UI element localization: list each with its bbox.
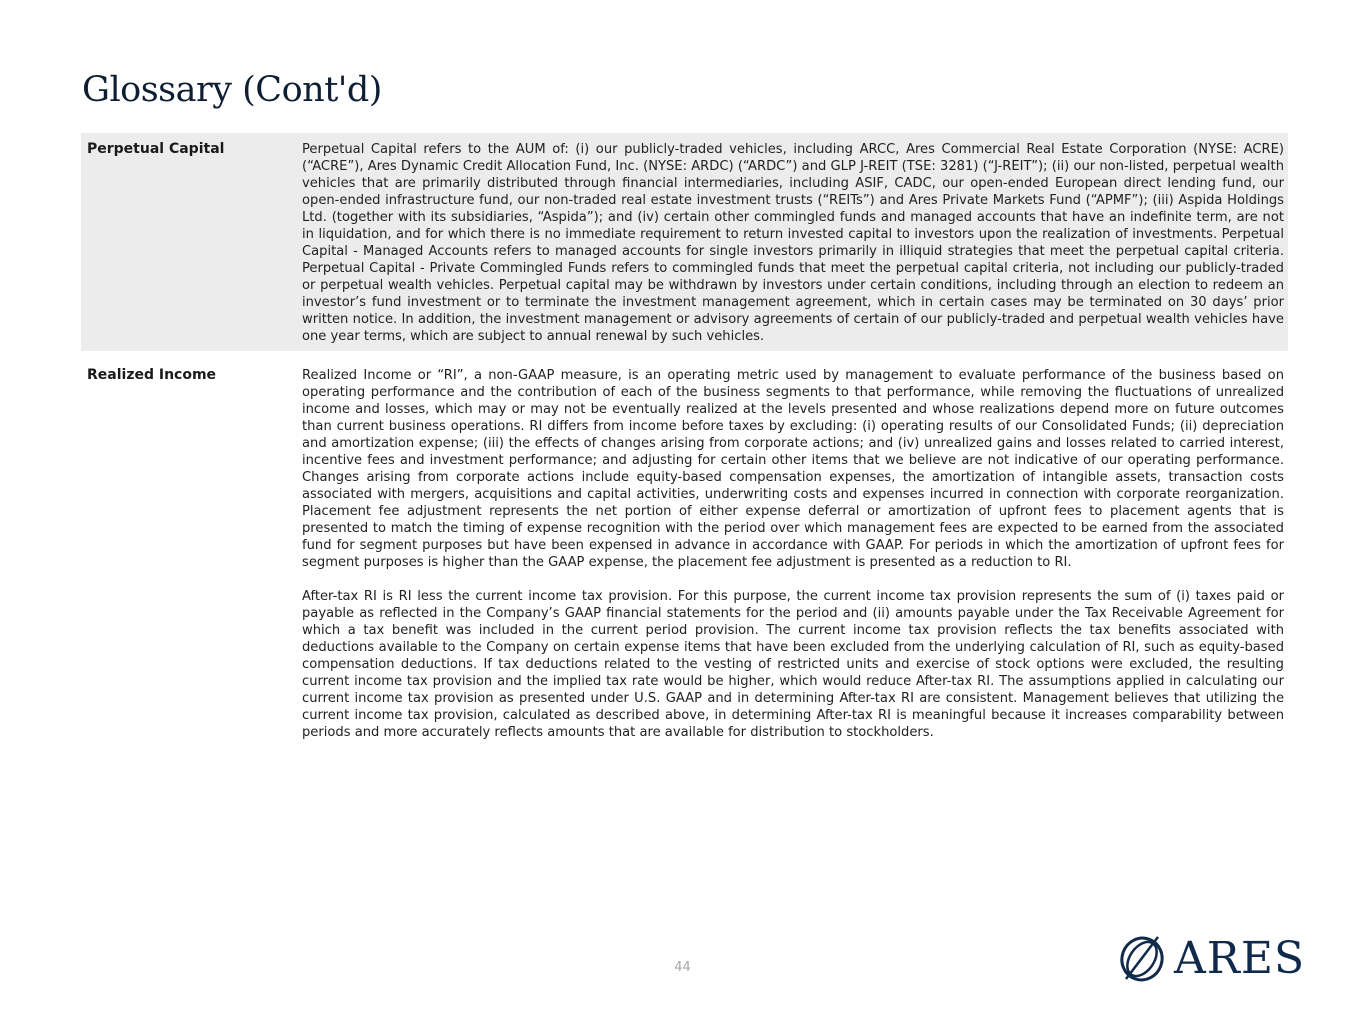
ares-logo bbox=[1118, 930, 1305, 986]
logo-wordmark: ARES bbox=[1174, 932, 1306, 984]
definition-paragraph: Perpetual Capital refers to the AUM of: (i) our publicly-traded vehicles, including ARCC, Ares Commercial Real Estate Corporation (NYSE: ACRE) (“ACRE”), Ares Dynamic Credit Allocation Fund, Inc. (NYSE: ARDC) (“ARDC”) and GLP J-REIT (TSE: 3281) (“J-REIT”); (ii) our non-listed, perpetual wealth vehicles that are primarily distributed through financial intermediaries, including ASIF, CADC, our open-ended European direct lending fund, our open-ended infrastructure fund, our non-traded real estate investment trusts (“REITs”) and Ares Private Markets Fund (“APMF”); (iii) Aspida Holdings Ltd. (together with its subsidiaries, “Aspida”); and (iv) certain other commingled funds and managed accounts that have an indefinite term, are not in liquidation, and for which there is no immediate requirement to return invested capital to investors upon the realization of investments. Perpetual Capital - Managed Accounts refers to managed accounts for single investors primarily in illiquid strategies that meet the perpetual capital criteria. Perpetual Capital - Private Commingled Funds refers to commingled funds that meet the perpetual capital criteria, not including our publicly-traded or perpetual wealth vehicles. Perpetual capital may be withdrawn by investors under certain conditions, including through an election to redeem an investor’s fund investment or to terminate the investment management agreement, which in certain cases may be terminated on 30 days’ prior written notice. In addition, the investment management or advisory agreements of certain of our publicly-traded and perpetual wealth vehicles have one year terms, which are subject to annual renewal by such vehicles. bbox=[302, 142, 1284, 344]
ares-emblem-icon bbox=[1118, 931, 1166, 985]
glossary-definition bbox=[296, 133, 1288, 351]
glossary-entry-realized-income bbox=[81, 359, 1288, 745]
definition-paragraph: Realized Income or “RI”, a non-GAAP measure, is an operating metric used by management to evaluate performance of the business based on operating performance and the contribution of each of the business segments to that performance, while removing the fluctuations of unrealized income and losses, which may or may not be eventually realized at the levels presented and whose realizations depend more on future outcomes than current business operations. RI differs from income before taxes by excluding: (i) operating results of our Consolidated Funds; (ii) depreciation and amortization expense; (iii) the effects of changes arising from corporate actions; and (iv) unrealized gains and losses related to carried interest, incentive fees and investment performance; and adjusting for certain other items that we believe are not indicative of our operating performance. Changes arising from corporate actions include equity-based compensation expenses, the amortization of intangible assets, transaction costs associated with mergers, acquisitions and capital activities, underwriting costs and expenses incurred in connection with corporate reorganization. Placement fee adjustment represents the net portion of either expense deferral or amortization of upfront fees to placement agents that is presented to match the timing of expense recognition with the period over which management fees are expected to be earned from the associated fund for segment purposes but have been expensed in advance in accordance with GAAP. For periods in which the amortization of upfront fees for segment purposes is higher than the GAAP expense, the placement fee adjustment is presented as a reduction to RI. bbox=[302, 368, 1284, 570]
glossary-term: Perpetual Capital bbox=[87, 141, 225, 157]
page-number: 44 bbox=[674, 960, 691, 975]
entry-divider bbox=[81, 351, 1288, 359]
page-title: Glossary (Cont'd) bbox=[82, 70, 382, 110]
glossary-table bbox=[81, 133, 1288, 745]
definition-paragraph: After-tax RI is RI less the current income tax provision. For this purpose, the current income tax provision represents the sum of (i) taxes paid or payable as reflected in the Company’s GAAP financial statements for the period and (ii) amounts payable under the Tax Receivable Agreement for which a tax benefit was included in the current period provision. The current income tax provision reflects the tax benefits associated with deductions available to the Company on certain expense items that have been excluded from the underlying calculation of RI, such as equity-based compensation deductions. If tax deductions related to the vesting of restricted units and exercise of stock options were excluded, the resulting current income tax provision and the implied tax rate would be higher, which would reduce After-tax RI. The assumptions applied in calculating our current income tax provision as presented under U.S. GAAP and in determining After-tax RI are consistent. Management believes that utilizing the current income tax provision, calculated as described above, in determining After-tax RI is meaningful because it increases comparability between periods and more accurately reflects amounts that are available for distribution to stockholders. bbox=[302, 589, 1284, 740]
glossary-entry-perpetual-capital bbox=[81, 133, 1288, 351]
glossary-term: Realized Income bbox=[87, 367, 217, 383]
glossary-definition bbox=[296, 359, 1288, 745]
